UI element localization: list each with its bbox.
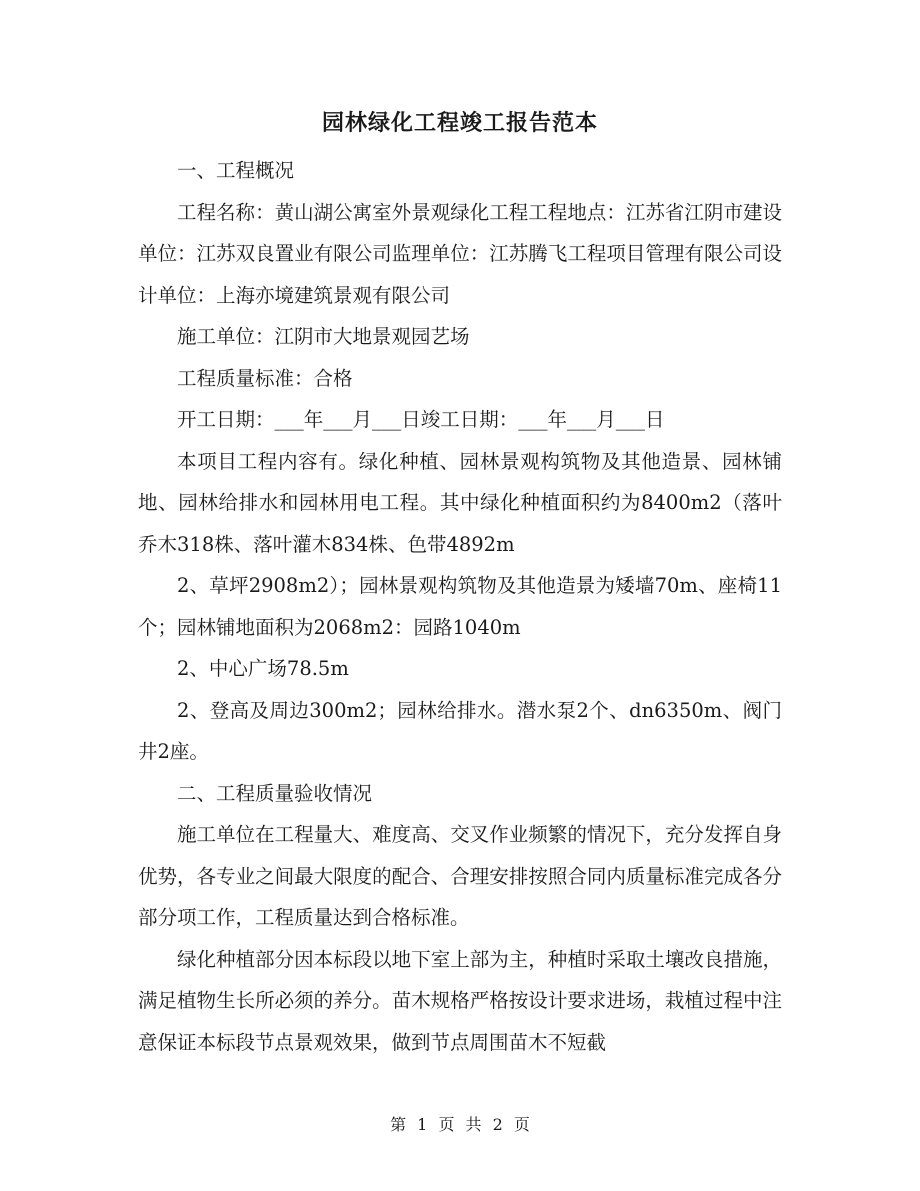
paragraph: 施工单位：江阴市大地景观园艺场 bbox=[177, 325, 470, 348]
section-heading: 二、工程质量验收情况 bbox=[177, 781, 373, 805]
paragraph: 本项目工程内容有。绿化种植、园林景观构筑物及其他造景、园林铺地、园林给排水和园林用电工程。其中绿化种植面积约为8400m2（落叶乔木318株、落叶灌木834株、色带4892m bbox=[138, 449, 782, 556]
paragraph: 工程质量标准：合格 bbox=[177, 366, 353, 390]
section-heading: 一、工程概况 bbox=[177, 159, 295, 182]
paragraph: 2、登高及周边300m2；园林给排水。潜水泵2个、dn6350m、阀门井2座。 bbox=[138, 698, 782, 763]
document-title: 园林绿化工程竣工报告范本 bbox=[321, 110, 598, 136]
paragraph: 绿化种植部分因本标段以地下室上部为主，种植时采取土壤改良措施，满足植物生长所必须的养分。苗木规格严格按设计要求进场，栽植过程中注意保证本标段节点景观效果，做到节点周围苗木不短截 bbox=[138, 947, 782, 1054]
paragraph: 2、中心广场78.5m bbox=[177, 657, 349, 680]
paragraph: 施工单位在工程量大、难度高、交叉作业频繁的情况下，充分发挥自身优势，各专业之间最大限度的配合、合理安排按照合同内质量标准完成各分部分项工作，工程质量达到合格标准。 bbox=[138, 823, 782, 929]
paragraph: 工程名称：黄山湖公寓室外景观绿化工程工程地点：江苏省江阴市建设单位：江苏双良置业有限公司监理单位：江苏腾飞工程项目管理有限公司设计单位：上海亦境建筑景观有限公司 bbox=[138, 200, 782, 307]
page-footer: 第 1 页 共 2 页 bbox=[390, 1115, 530, 1134]
paragraph: 开工日期：___年___月___日竣工日期：___年___月___日 bbox=[177, 408, 665, 431]
document-body bbox=[138, 150, 782, 1063]
paragraph: 2、草坪2908m2）；园林景观构筑物及其他造景为矮墙70m、座椅11个；园林铺地面积为2068m2：园路1040m bbox=[138, 574, 782, 639]
